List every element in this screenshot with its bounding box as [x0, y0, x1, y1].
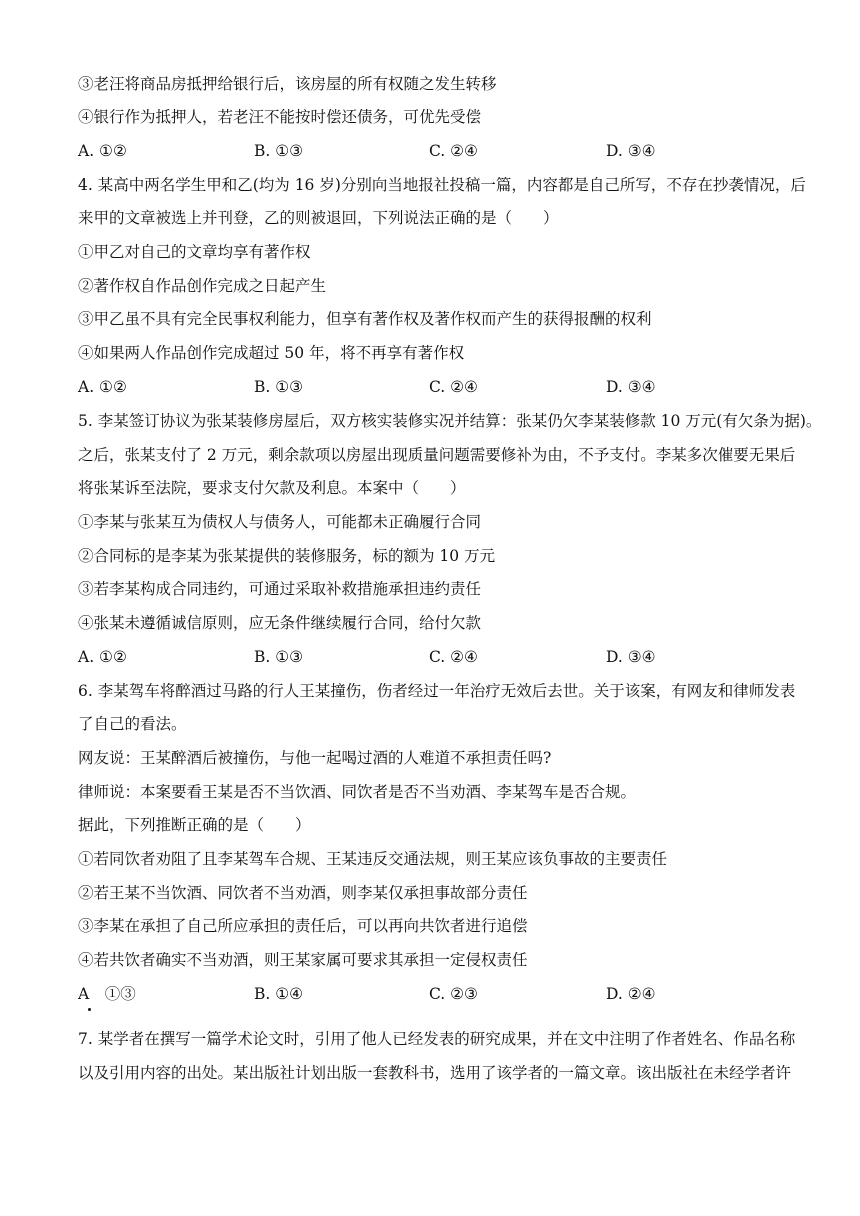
q4-option-b: B. ①③: [254, 378, 304, 396]
q5-option-b: B. ①③: [254, 648, 304, 666]
q5-item-2: ②合同标的是李某为张某提供的装修服务，标的额为 10 万元: [78, 547, 496, 565]
q4-option-a: A. ①②: [78, 378, 127, 396]
q5-item-1: ①李某与张某互为债权人与债务人，可能都未正确履行合同: [78, 513, 482, 531]
q4-item-1: ①甲乙对自己的文章均享有著作权: [78, 243, 311, 261]
q6-item-1: ①若同饮者劝阻了且李某驾车合规、王某违反交通法规，则王某应该负事故的主要责任: [78, 850, 668, 868]
q5-option-a: A. ①②: [78, 648, 127, 666]
q6-question: 据此，下列推断正确的是（ ）: [78, 816, 311, 834]
q3-option-a: A. ①②: [78, 142, 127, 160]
q6-item-3: ③李某在承担了自己所应承担的责任后，可以再向共饮者进行追偿: [78, 917, 528, 935]
q5-item-4: ④张某未遵循诚信原则，应无条件继续履行合同，给付欠款: [78, 614, 482, 632]
q5-stem-line-2: 之后，张某支付了 2 万元，剩余款项以房屋出现质量问题需要修补为由，不予支付。李某多次催要无果后: [78, 446, 796, 464]
q6-stem-line-2: 了自己的看法。: [78, 715, 187, 733]
q6-option-a: A ①③: [78, 985, 136, 1003]
q4-stem-line-2: 来甲的文章被选上并刊登，乙的则被退回，下列说法正确的是（ ）: [78, 209, 559, 227]
q7-stem-line-2: 以及引用内容的出处。某出版社计划出版一套教科书，选用了该学者的一篇文章。该出版社在未经学者许: [78, 1064, 792, 1082]
q3-item-4: ④银行作为抵押人，若老汪不能按时偿还债务，可优先受偿: [78, 108, 482, 126]
q4-item-4: ④如果两人作品创作完成超过 50 年，将不再享有著作权: [78, 344, 465, 362]
q5-stem-line-3: 将张某诉至法院，要求支付欠款及利息。本案中（ ）: [78, 479, 466, 497]
q5-option-d: D. ③④: [606, 648, 656, 666]
q3-options: [78, 140, 798, 162]
q5-options: [78, 646, 798, 668]
q3-item-3: ③老汪将商品房抵押给银行后，该房屋的所有权随之发生转移: [78, 75, 497, 93]
q4-stem-line-1: 4. 某高中两名学生甲和乙(均为 16 岁)分别向当地报社投稿一篇，内容都是自己所写，不存在抄袭情况，后: [78, 176, 806, 194]
q6-options: [78, 983, 798, 1005]
q6-item-4: ④若共饮者确实不当劝酒，则王某家属可要求其承担一定侵权责任: [78, 951, 528, 969]
q5-stem-line-1: 5. 李某签订协议为张某装修房屋后，双方核实装修实况并结算：张某仍欠李某装修款 10 万元(有欠条为据)。: [78, 412, 822, 430]
q5-item-3: ③若李某构成合同违约，可通过采取补救措施承担违约责任: [78, 580, 482, 598]
q3-option-c: C. ②④: [429, 142, 478, 160]
q4-item-2: ②著作权自作品创作完成之日起产生: [78, 277, 327, 295]
q7-stem-line-1: 7. 某学者在撰写一篇学术论文时，引用了他人已经发表的研究成果，并在文中注明了作者姓名、作品名称: [78, 1030, 796, 1048]
q6-item-2: ②若王某不当饮酒、同饮者不当劝酒，则李某仅承担事故部分责任: [78, 884, 528, 902]
q6-option-b: B. ①④: [254, 985, 304, 1003]
q3-option-d: D. ③④: [606, 142, 656, 160]
q6-netizen-opinion: 网友说：王某醉酒后被撞伤，与他一起喝过酒的人难道不承担责任吗?: [78, 749, 552, 767]
q3-option-b: B. ①③: [254, 142, 304, 160]
stray-dot-mark: [88, 1008, 91, 1011]
q6-option-c: C. ②③: [429, 985, 478, 1003]
q6-stem-line-1: 6. 李某驾车将醉酒过马路的行人王某撞伤，伤者经过一年治疗无效后去世。关于该案，有网友和律师发表: [78, 682, 796, 700]
q4-option-c: C. ②④: [429, 378, 478, 396]
q4-options: [78, 376, 798, 398]
q4-option-d: D. ③④: [606, 378, 656, 396]
q4-item-3: ③甲乙虽不具有完全民事权利能力，但享有著作权及著作权而产生的获得报酬的权利: [78, 310, 652, 328]
q5-option-c: C. ②④: [429, 648, 478, 666]
q6-lawyer-opinion: 律师说：本案要看王某是否不当饮酒、同饮者是否不当劝酒、李某驾车是否合规。: [78, 783, 637, 801]
q6-option-d: D. ②④: [606, 985, 656, 1003]
